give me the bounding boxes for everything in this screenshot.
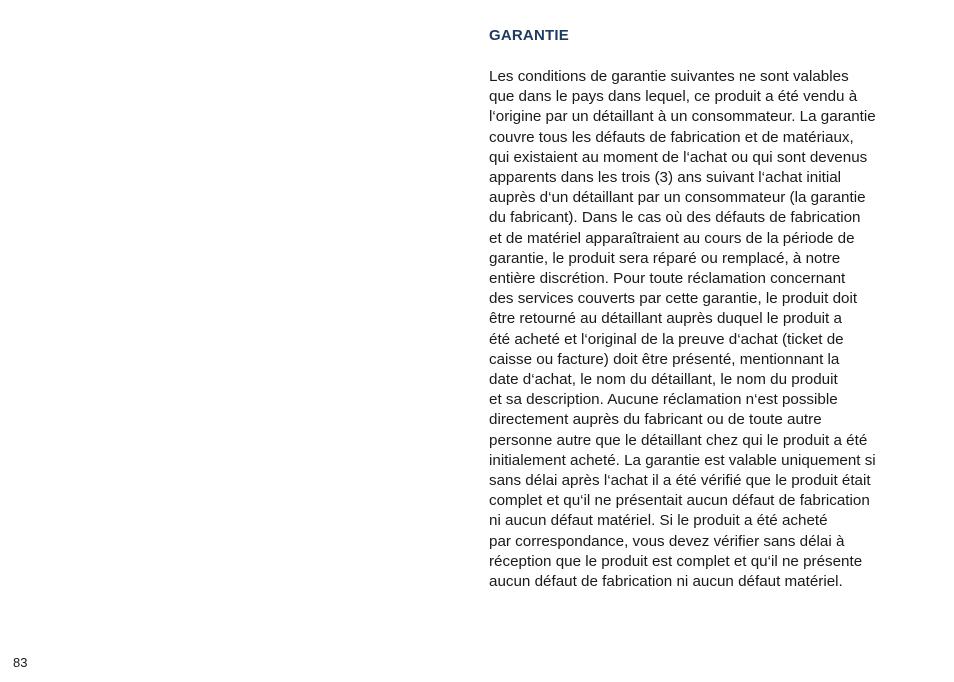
paragraph-line: aucun défaut de fabrication ni aucun défaut matériel. [489,573,843,591]
paragraph-line: apparents dans les trois (3) ans suivant l‘achat initial [489,169,842,187]
section-heading: GARANTIE [489,27,569,44]
paragraph-line: garantie, le produit sera réparé ou remplacé, à notre [489,249,841,267]
paragraph-line: que dans le pays dans lequel, ce produit a été vendu à [489,88,858,106]
paragraph-line: être retourné au détaillant auprès duquel le produit a [489,310,842,328]
paragraph-line: du fabricant). Dans le cas où des défauts de fabrication [489,209,861,227]
paragraph-line: et sa description. Aucune réclamation n‘est possible [489,391,838,409]
paragraph-line: entière discrétion. Pour toute réclamation concernant [489,270,846,288]
paragraph-line: et de matériel apparaîtraient au cours de la période de [489,229,855,247]
paragraph-line: auprès d‘un détaillant par un consommateur (la garantie [489,189,866,207]
warranty-paragraph [489,67,929,592]
paragraph-line: complet et qu‘il ne présentait aucun défaut de fabrication [489,492,870,510]
paragraph-line: par correspondance, vous devez vérifier sans délai à [489,532,845,550]
paragraph-line: couvre tous les défauts de fabrication et de matériaux, [489,128,854,146]
page-number: 83 [13,655,28,670]
paragraph-line: initialement acheté. La garantie est valable uniquement si [489,451,876,469]
paragraph-line: été acheté et l‘original de la preuve d‘achat (ticket de [489,330,844,348]
paragraph-line: des services couverts par cette garantie, le produit doit [489,290,858,308]
paragraph-line: réception que le produit est complet et qu‘il ne présente [489,552,863,570]
paragraph-line: qui existaient au moment de l‘achat ou qui sont devenus [489,148,868,166]
paragraph-line: l‘origine par un détaillant à un consommateur. La garantie [489,108,876,126]
paragraph-line: directement auprès du fabricant ou de toute autre [489,411,822,429]
paragraph-line: sans délai après l‘achat il a été vérifié que le produit était [489,472,871,490]
paragraph-line: ni aucun défaut matériel. Si le produit a été acheté [489,512,828,530]
paragraph-line: Les conditions de garantie suivantes ne sont valables [489,68,849,85]
paragraph-line: date d‘achat, le nom du détaillant, le nom du produit [489,371,838,389]
paragraph-line: caisse ou facture) doit être présenté, mentionnant la [489,350,840,368]
paragraph-line: personne autre que le détaillant chez qui le produit a été [489,431,868,449]
